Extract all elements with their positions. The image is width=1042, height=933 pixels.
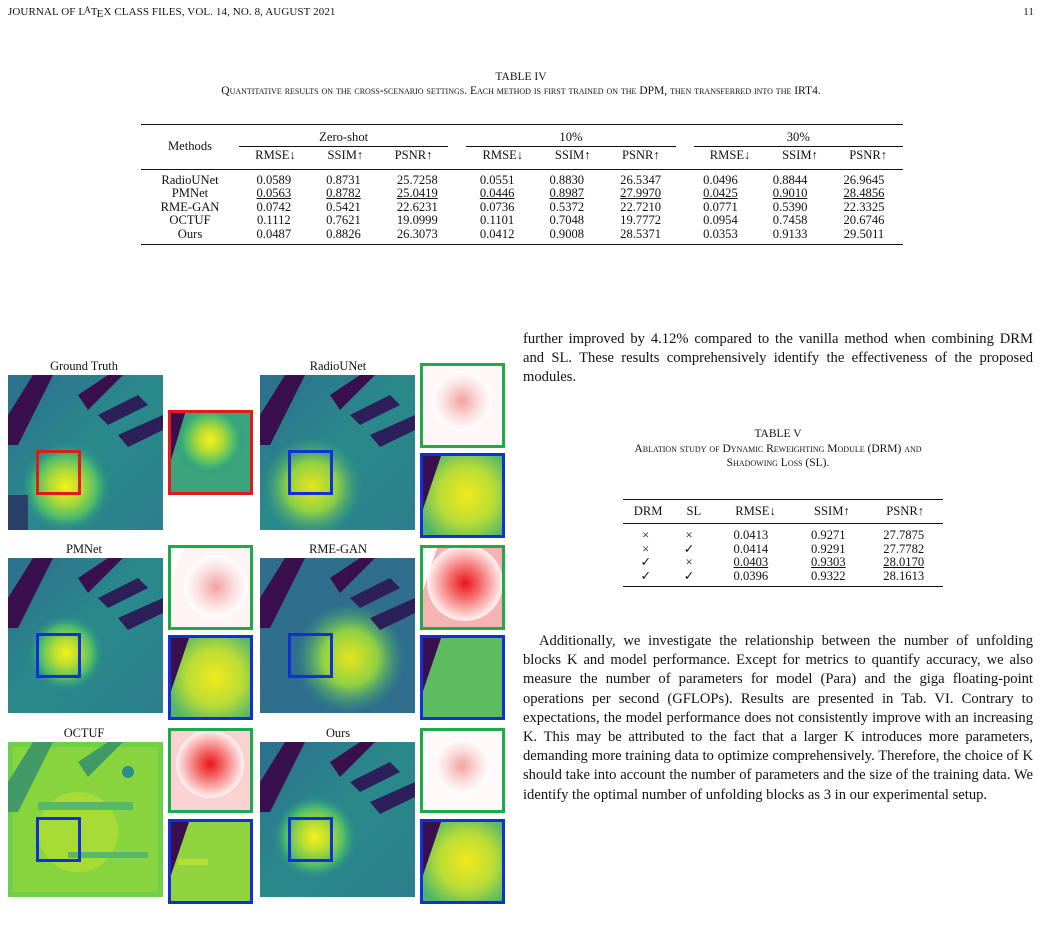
table5-cell: 0.9291 — [810, 541, 846, 556]
table5-cell: ✓ — [683, 541, 695, 556]
zoom-rme-gan — [420, 635, 505, 720]
method-cell: PMNet — [171, 186, 209, 201]
value-cell: 19.7772 — [620, 213, 662, 228]
method-cell: Ours — [177, 226, 203, 241]
table5-cell: 0.0396 — [733, 568, 769, 583]
label-pmnet: PMNet — [66, 542, 102, 556]
table5-cell: ✓ — [640, 555, 652, 570]
value-cell: 0.5421 — [326, 199, 361, 214]
value-cell: 0.0771 — [703, 199, 738, 214]
table5-cell: ✓ — [683, 568, 695, 583]
table5-cell: 28.1613 — [883, 568, 925, 583]
table5-cell: 27.7875 — [883, 528, 925, 543]
value-cell: 28.4856 — [843, 186, 885, 201]
metric-header: RMSE↓ — [709, 148, 751, 163]
metric-header: SSIM↑ — [554, 148, 591, 163]
table-row — [141, 201, 903, 214]
page-number: 11 — [1023, 6, 1034, 18]
table4-caption: Quantitative results on the cross-scenario settings. Each method is first trained on the DPM, then transferred into the IRT4. — [221, 85, 821, 97]
value-cell: 22.6231 — [396, 199, 438, 214]
value-cell: 0.8782 — [326, 186, 361, 201]
value-cell: 0.0736 — [479, 199, 515, 214]
metric-header: PSNR↑ — [394, 148, 433, 163]
error-rme-gan — [420, 545, 505, 630]
table5-cell: 0.0413 — [733, 528, 769, 543]
value-cell: 25.0419 — [396, 186, 438, 201]
value-cell: 0.8826 — [326, 226, 361, 241]
metric-header: PSNR↑ — [849, 148, 888, 163]
value-cell: 26.3073 — [396, 226, 438, 241]
group-header: Zero-shot — [239, 129, 448, 146]
zoom-pmnet — [168, 635, 253, 720]
value-cell: 29.5011 — [843, 226, 885, 241]
value-cell: 28.5371 — [620, 226, 662, 241]
value-cell: 0.7621 — [326, 213, 361, 228]
value-cell: 0.0496 — [703, 173, 738, 187]
value-cell: 0.0446 — [479, 186, 515, 201]
table5-header-cell: SSIM↑ — [814, 504, 850, 518]
table5-cell: × — [685, 528, 693, 543]
table5-header-cell: PSNR↑ — [886, 504, 925, 518]
journal-header: JOURNAL OF LATEX CLASS FILES, VOL. 14, NO. 8, AUGUST 2021 — [8, 5, 336, 20]
metric-header: RMSE↓ — [255, 148, 296, 163]
figure — [0, 355, 515, 915]
value-cell: 19.0999 — [396, 213, 438, 228]
value-cell: 0.9008 — [549, 226, 585, 241]
value-cell: 22.7210 — [620, 199, 662, 214]
table5-header-cell: SL — [686, 504, 702, 518]
method-cell: RME-GAN — [160, 199, 220, 214]
label-rme-gan: RME-GAN — [309, 542, 367, 556]
table-row — [623, 543, 943, 556]
method-cell: OCTUF — [169, 213, 211, 228]
group-header: 10% — [466, 129, 675, 146]
value-cell: 0.0353 — [703, 226, 738, 241]
table5-cell: ✓ — [640, 568, 652, 583]
value-cell: 0.9010 — [772, 186, 808, 201]
value-cell: 0.0742 — [256, 199, 292, 214]
table-row — [141, 174, 903, 187]
table-row — [623, 570, 943, 583]
zoom-radiounet — [420, 453, 505, 538]
table5-header-cell: RMSE↓ — [735, 504, 776, 518]
value-cell: 0.8731 — [326, 173, 361, 187]
value-cell: 0.0563 — [256, 186, 292, 201]
zoom-box-red — [36, 450, 81, 495]
table5-cell: 28.0170 — [883, 555, 925, 570]
label-radiounet: RadioUNet — [309, 359, 367, 373]
zoom-ground-truth — [168, 410, 253, 495]
table5-cell: × — [642, 528, 650, 543]
table-row — [623, 556, 943, 569]
table5-caption-1: Ablation study of Dynamic Reweighting Module (DRM) and — [634, 443, 922, 455]
table5-cell: 0.0403 — [733, 555, 769, 570]
value-cell: 25.7258 — [396, 173, 438, 187]
heatmap-octuf — [8, 742, 163, 897]
error-radiounet — [420, 363, 505, 448]
value-cell: 0.1101 — [480, 213, 515, 228]
value-cell: 22.3325 — [843, 199, 885, 214]
method-cell: RadioUNet — [161, 173, 219, 187]
error-pmnet — [168, 545, 253, 630]
metric-header: SSIM↑ — [327, 148, 364, 163]
heatmap-pmnet — [8, 558, 163, 713]
value-cell: 26.9645 — [843, 173, 885, 187]
table5-cell: 0.9271 — [810, 528, 846, 543]
paragraph-1: further improved by 4.12% compared to the vanilla method when combining DRM and SL. These results comprehensively identify the effectiveness of the proposed modules. — [523, 331, 1033, 386]
value-cell: 26.5347 — [620, 173, 662, 187]
table5-caption-2: Shadowing Loss (SL). — [726, 457, 830, 469]
table5-cell: 0.0414 — [733, 541, 769, 556]
table5-label: TABLE V — [754, 428, 802, 440]
zoom-box-blue — [288, 450, 333, 495]
table-row — [141, 214, 903, 227]
heatmap-rme-gan — [260, 558, 415, 713]
table5-cell: × — [642, 541, 650, 556]
table-row — [623, 529, 943, 542]
heatmap-ours — [260, 742, 415, 897]
value-cell: 0.0954 — [703, 213, 738, 228]
zoom-ours — [420, 819, 505, 904]
table5 — [623, 499, 943, 587]
table5-cell: × — [685, 555, 693, 570]
value-cell: 0.8987 — [549, 186, 585, 201]
value-cell: 27.9970 — [620, 186, 662, 201]
table4 — [141, 124, 903, 245]
table4-label: TABLE IV — [495, 71, 547, 83]
value-cell: 20.6746 — [843, 213, 885, 228]
metric-header: SSIM↑ — [782, 148, 818, 163]
table5-header-cell: DRM — [633, 504, 663, 518]
table5-cell: 0.9322 — [810, 568, 846, 583]
metric-header: RMSE↓ — [482, 148, 524, 163]
group-header: 30% — [694, 129, 903, 146]
zoom-octuf — [168, 819, 253, 904]
value-cell: 0.8844 — [772, 173, 808, 187]
value-cell: 0.5390 — [772, 199, 808, 214]
value-cell: 0.8830 — [549, 173, 585, 187]
value-cell: 0.5372 — [549, 199, 585, 214]
heatmap-ground-truth — [8, 375, 163, 530]
label-ours: Ours — [325, 726, 351, 740]
value-cell: 0.7458 — [772, 213, 808, 228]
table-row — [141, 187, 903, 200]
value-cell: 0.0425 — [703, 186, 738, 201]
table5-cell: 0.9303 — [810, 555, 846, 570]
label-ground-truth: Ground Truth — [50, 359, 118, 373]
value-cell: 0.9133 — [772, 226, 808, 241]
value-cell: 0.7048 — [549, 213, 585, 228]
methods-header: Methods — [167, 139, 213, 154]
value-cell: 0.0412 — [479, 226, 515, 241]
error-ours — [420, 728, 505, 813]
paragraph-2: Additionally, we investigate the relationship between the number of unfolding blocks K and model performance. Except for metrics to quantify accuracy, we also measure the number of parameters for model (Para) and the giga floating-point operations per second (GFLOPs). Results are presented in Tab. VI. Contrary to expectations, the model performance does not consistently improve with an increasing K. This may be attributed to the fact that a larger K introduces more parameters, demanding more training data to optimize comprehensively. Therefore, the choice of K should take into account the number of parameters and the size of the training data. We identify the optimal number of unfolding blocks as 3 in our experimental setup. — [523, 633, 1033, 803]
value-cell: 0.0589 — [256, 173, 292, 187]
value-cell: 0.0487 — [256, 226, 292, 241]
table-row — [141, 228, 903, 241]
table5-cell: 27.7782 — [883, 541, 925, 556]
label-octuf: OCTUF — [63, 726, 105, 740]
metric-header: PSNR↑ — [621, 148, 660, 163]
heatmap-radiounet — [260, 375, 415, 530]
value-cell: 0.1112 — [256, 213, 291, 228]
error-octuf — [168, 728, 253, 813]
value-cell: 0.0551 — [479, 173, 515, 187]
